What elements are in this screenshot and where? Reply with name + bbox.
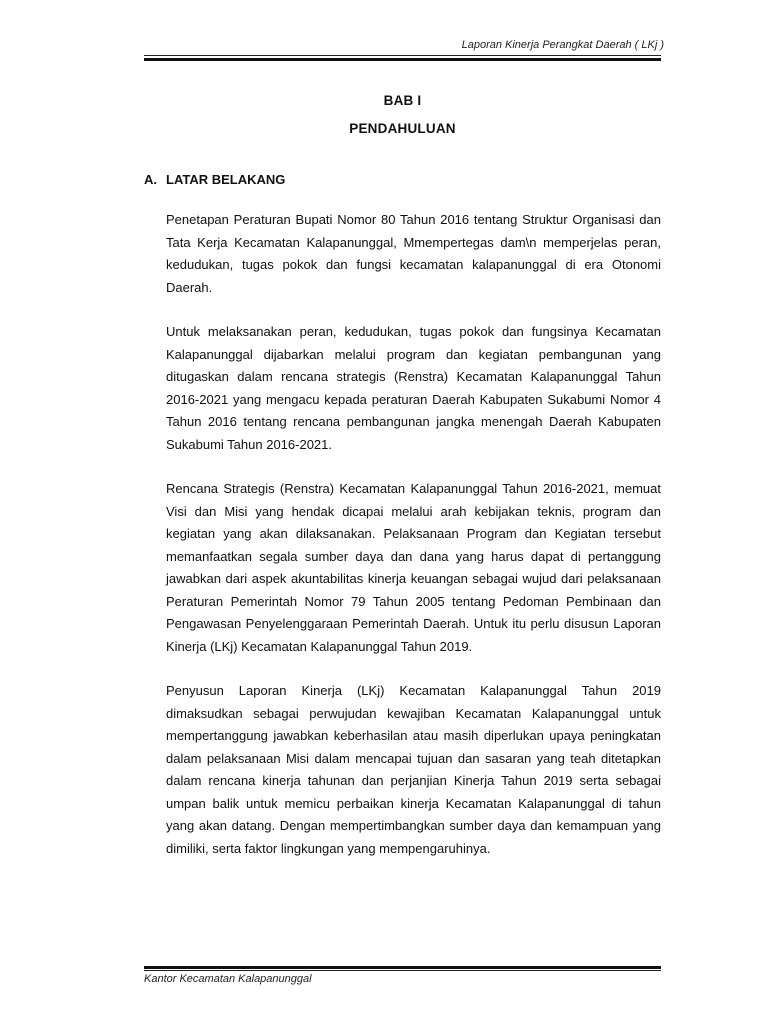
body-text (166, 209, 661, 882)
footer-rule-thin (144, 970, 661, 971)
section-heading (144, 172, 285, 187)
chapter-number: BAB I (383, 93, 422, 108)
paragraph: Untuk melaksanakan peran, kedudukan, tugas pokok dan fungsinya Kecamatan Kalapanunggal dijabarkan melalui program dan kegiatan pembangunan yang ditugaskan dalam rencana strategis (Renstra) Kecamatan Kalapanunggal Tahun 2016-2021 yang mengacu kepada peraturan Daerah Kabupaten Sukabumi Nomor 4 Tahun 2016 tentang rencana pembangunan jangka menengah Daerah Kabupaten Sukabumi Tahun 2016-2021. (166, 324, 661, 452)
section-letter: A. (144, 172, 157, 187)
header-rule-thick (144, 58, 661, 61)
header-rule-thin (144, 55, 661, 56)
chapter-title: PENDAHULUAN (349, 121, 456, 136)
section-title: LATAR BELAKANG (166, 172, 286, 187)
paragraph: Penetapan Peraturan Bupati Nomor 80 Tahun 2016 tentang Struktur Organisasi dan Tata Kerja Kecamatan Kalapanunggal, Mmempertegas dam\n memperjelas peran, kedudukan, tugas pokok dan fungsi kecamatan kalapanunggal di era Otonomi Daerah. (166, 212, 661, 295)
paragraph: Rencana Strategis (Renstra) Kecamatan Kalapanunggal Tahun 2016-2021, memuat Visi dan Misi yang hendak dicapai melalui arah kebijakan teknis, program dan kegiatan yang akan dilaksanakan. Pelaksanaan Program dan Kegiatan tersebut memanfaatkan segala sumber daya dan dana yang harus dapat di pertanggung jawabkan dari aspek akuntabilitas kinerja keuangan sebagai wujud dari pelaksanaan Peraturan Pemerintah Nomor 79 Tahun 2005 tentang Pedoman Pembinaan dan Pengawasan Penyelenggaraan Pemerintah Daerah. Untuk itu perlu disusun Laporan Kinerja (LKj) Kecamatan Kalapanunggal Tahun 2019. (166, 481, 661, 654)
page-footer-text: Kantor Kecamatan Kalapanunggal (144, 973, 312, 985)
footer-rule-thick (144, 966, 661, 969)
page-header-title: Laporan Kinerja Perangkat Daerah ( LKj ) (461, 39, 664, 51)
paragraph: Penyusun Laporan Kinerja (LKj) Kecamatan Kalapanunggal Tahun 2019 dimaksudkan sebagai perwujudan kewajiban Kecamatan Kalapanunggal untuk mempertanggung jawabkan keberhasilan atau masih diperlukan upaya peningkatan dalam pelaksanaan Misi dalam mencapai tujuan dan sasaran yang teah ditetapkan dalam rencana kinerja tahunan dan perjanjian Kinerja Tahun 2019 serta sebagai umpan balik untuk memicu perbaikan kinerja Kecamatan Kalapanunggal di tahun yang akan datang. Dengan mempertimbangkan sumber daya dan kemampuan yang dimiliki, serta faktor lingkungan yang mempengaruhinya. (166, 683, 661, 856)
